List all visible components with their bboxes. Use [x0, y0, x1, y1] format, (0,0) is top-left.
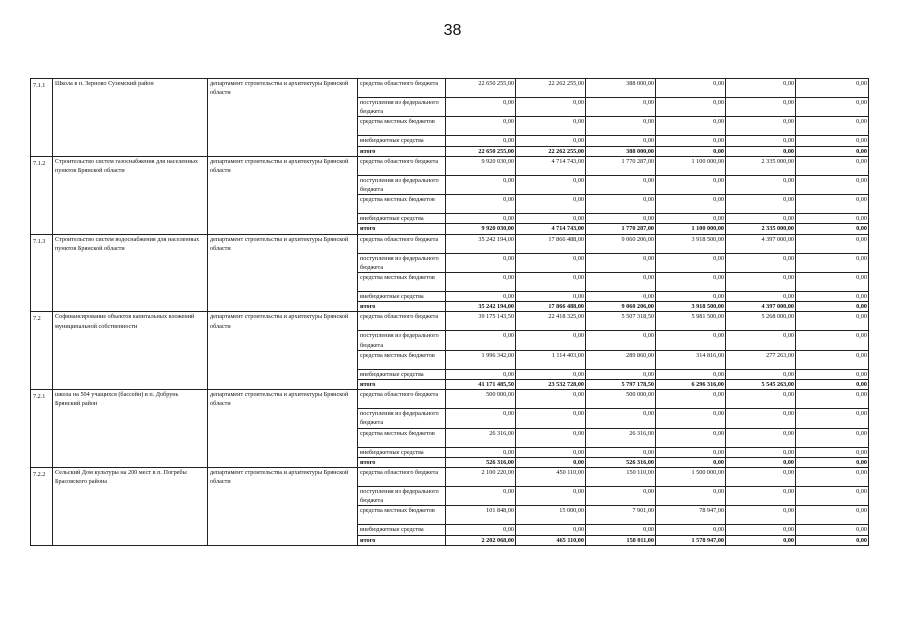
amount-cell: 0,00	[796, 253, 869, 272]
funding-source-label: средства областного бюджета	[358, 312, 446, 331]
amount-cell: 0,00	[516, 195, 586, 214]
section-name: Софинансирование объектов капитальных вложений муниципальной собственности	[53, 312, 208, 390]
section-code: 7.2.1	[31, 390, 53, 468]
section-code: 7.1.1	[31, 79, 53, 157]
amount-cell: 0,00	[796, 447, 869, 457]
amount-cell: 1 100 000,00	[656, 156, 726, 175]
table-row	[31, 156, 869, 175]
section-organization: департамент строительства и архитектуры Брянской области	[208, 468, 358, 546]
amount-cell: 158 011,00	[586, 535, 656, 545]
amount-cell: 0,00	[726, 146, 796, 156]
amount-cell: 0,00	[796, 156, 869, 175]
amount-cell: 1 500 000,00	[656, 468, 726, 487]
amount-cell: 0,00	[796, 369, 869, 379]
amount-cell: 0,00	[726, 506, 796, 525]
amount-cell: 9 060 206,00	[586, 234, 656, 253]
amount-cell: 0,00	[516, 98, 586, 117]
funding-source-label: средства местных бюджетов	[358, 506, 446, 525]
amount-cell: 4 714 743,00	[516, 156, 586, 175]
amount-cell: 0,00	[516, 525, 586, 535]
amount-cell: 0,00	[726, 117, 796, 136]
amount-cell: 0,00	[796, 136, 869, 146]
amount-cell: 39 175 143,50	[446, 312, 516, 331]
amount-cell: 0,00	[796, 487, 869, 506]
funding-source-label: внебюджетные средства	[358, 214, 446, 224]
section-code: 7.1.3	[31, 234, 53, 312]
amount-cell: 35 242 194,00	[446, 302, 516, 312]
amount-cell: 4 714 743,00	[516, 224, 586, 234]
funding-source-label: внебюджетные средства	[358, 447, 446, 457]
section-organization: департамент строительства и архитектуры Брянской области	[208, 390, 358, 468]
amount-cell: 0,00	[796, 224, 869, 234]
funding-source-label: итого	[358, 146, 446, 156]
amount-cell: 0,00	[726, 195, 796, 214]
funding-source-label: поступления из федерального бюджета	[358, 487, 446, 506]
amount-cell: 1 770 287,00	[586, 156, 656, 175]
amount-cell: 0,00	[796, 525, 869, 535]
amount-cell: 0,00	[586, 447, 656, 457]
amount-cell: 22 262 255,00	[516, 79, 586, 98]
amount-cell: 0,00	[516, 369, 586, 379]
amount-cell: 0,00	[516, 409, 586, 428]
table-row	[31, 468, 869, 487]
amount-cell: 5 507 318,50	[586, 312, 656, 331]
amount-cell: 0,00	[656, 98, 726, 117]
amount-cell: 0,00	[726, 214, 796, 224]
amount-cell: 0,00	[656, 331, 726, 350]
amount-cell: 0,00	[516, 390, 586, 409]
amount-cell: 0,00	[726, 175, 796, 194]
funding-source-label: итого	[358, 457, 446, 467]
amount-cell: 0,00	[726, 535, 796, 545]
amount-cell: 150 110,00	[586, 468, 656, 487]
amount-cell: 0,00	[446, 369, 516, 379]
amount-cell: 0,00	[726, 136, 796, 146]
funding-source-label: средства местных бюджетов	[358, 428, 446, 447]
amount-cell: 0,00	[726, 409, 796, 428]
amount-cell: 7 901,00	[586, 506, 656, 525]
amount-cell: 78 947,00	[656, 506, 726, 525]
amount-cell: 22 418 325,00	[516, 312, 586, 331]
amount-cell: 0,00	[656, 369, 726, 379]
amount-cell: 5 268 000,00	[726, 312, 796, 331]
funding-source-label: внебюджетные средства	[358, 525, 446, 535]
funding-source-label: средства областного бюджета	[358, 156, 446, 175]
amount-cell: 0,00	[656, 146, 726, 156]
amount-cell: 0,00	[656, 253, 726, 272]
amount-cell: 0,00	[446, 253, 516, 272]
amount-cell: 0,00	[796, 79, 869, 98]
amount-cell: 0,00	[796, 380, 869, 390]
amount-cell: 1 114 403,00	[516, 350, 586, 369]
amount-cell: 0,00	[446, 409, 516, 428]
amount-cell: 0,00	[796, 312, 869, 331]
amount-cell: 0,00	[446, 175, 516, 194]
section-organization: департамент строительства и архитектуры Брянской области	[208, 234, 358, 312]
amount-cell: 2 202 068,00	[446, 535, 516, 545]
amount-cell: 314 816,00	[656, 350, 726, 369]
section-name: Сельский Дом культуры на 200 мест в п. Погребы Брасовского района	[53, 468, 208, 546]
amount-cell: 0,00	[656, 136, 726, 146]
amount-cell: 0,00	[656, 487, 726, 506]
amount-cell: 9 920 030,00	[446, 224, 516, 234]
amount-cell: 0,00	[446, 273, 516, 292]
amount-cell: 0,00	[586, 136, 656, 146]
amount-cell: 0,00	[656, 390, 726, 409]
amount-cell: 0,00	[586, 98, 656, 117]
amount-cell: 0,00	[796, 214, 869, 224]
section-organization: департамент строительства и архитектуры Брянской области	[208, 79, 358, 157]
amount-cell: 0,00	[516, 292, 586, 302]
amount-cell: 0,00	[586, 525, 656, 535]
amount-cell: 0,00	[726, 331, 796, 350]
amount-cell: 0,00	[516, 428, 586, 447]
page-number: 38	[443, 22, 462, 39]
amount-cell: 0,00	[726, 369, 796, 379]
amount-cell: 1 770 287,00	[586, 224, 656, 234]
amount-cell: 0,00	[586, 331, 656, 350]
amount-cell: 0,00	[656, 447, 726, 457]
amount-cell: 0,00	[796, 428, 869, 447]
section-name: Строительство систем газоснабжения для населенных пунктов Брянской области	[53, 156, 208, 234]
amount-cell: 15 000,00	[516, 506, 586, 525]
amount-cell: 0,00	[656, 273, 726, 292]
amount-cell: 0,00	[446, 214, 516, 224]
amount-cell: 2 335 000,00	[726, 156, 796, 175]
funding-source-label: итого	[358, 224, 446, 234]
amount-cell: 0,00	[796, 117, 869, 136]
amount-cell: 5 981 500,00	[656, 312, 726, 331]
budget-table-body	[31, 79, 869, 546]
budget-table	[30, 78, 869, 546]
amount-cell: 0,00	[796, 292, 869, 302]
amount-cell: 0,00	[586, 369, 656, 379]
amount-cell: 0,00	[796, 98, 869, 117]
amount-cell: 500 000,00	[446, 390, 516, 409]
amount-cell: 101 848,00	[446, 506, 516, 525]
amount-cell: 2 335 000,00	[726, 224, 796, 234]
funding-source-label: средства местных бюджетов	[358, 117, 446, 136]
amount-cell: 2 100 220,00	[446, 468, 516, 487]
amount-cell: 0,00	[726, 79, 796, 98]
amount-cell: 0,00	[586, 195, 656, 214]
amount-cell: 0,00	[446, 331, 516, 350]
amount-cell: 22 650 255,00	[446, 146, 516, 156]
amount-cell: 0,00	[516, 331, 586, 350]
amount-cell: 0,00	[446, 136, 516, 146]
funding-source-label: средства областного бюджета	[358, 390, 446, 409]
amount-cell: 0,00	[516, 273, 586, 292]
section-name: школа на 504 учащихся (бассейн) в п. Добрунь Брянский район	[53, 390, 208, 468]
amount-cell: 450 110,00	[516, 468, 586, 487]
funding-source-label: итого	[358, 302, 446, 312]
amount-cell: 0,00	[446, 292, 516, 302]
amount-cell: 0,00	[446, 525, 516, 535]
amount-cell: 465 110,00	[516, 535, 586, 545]
funding-source-label: средства областного бюджета	[358, 79, 446, 98]
amount-cell: 1 100 000,00	[656, 224, 726, 234]
amount-cell: 0,00	[796, 506, 869, 525]
table-row	[31, 79, 869, 98]
amount-cell: 0,00	[796, 535, 869, 545]
amount-cell: 0,00	[726, 292, 796, 302]
amount-cell: 23 532 728,00	[516, 380, 586, 390]
amount-cell: 0,00	[726, 390, 796, 409]
amount-cell: 0,00	[796, 175, 869, 194]
amount-cell: 0,00	[656, 292, 726, 302]
amount-cell: 0,00	[726, 487, 796, 506]
table-row	[31, 312, 869, 331]
section-name: Строительство систем водоснабжения для населенных пунктов Брянской области	[53, 234, 208, 312]
amount-cell: 0,00	[446, 195, 516, 214]
amount-cell: 0,00	[656, 214, 726, 224]
amount-cell: 0,00	[656, 457, 726, 467]
amount-cell: 0,00	[446, 98, 516, 117]
funding-source-label: внебюджетные средства	[358, 292, 446, 302]
amount-cell: 0,00	[796, 390, 869, 409]
funding-source-label: внебюджетные средства	[358, 136, 446, 146]
amount-cell: 0,00	[726, 253, 796, 272]
amount-cell: 0,00	[516, 487, 586, 506]
funding-source-label: поступления из федерального бюджета	[358, 331, 446, 350]
amount-cell: 0,00	[726, 98, 796, 117]
amount-cell: 0,00	[796, 146, 869, 156]
amount-cell: 0,00	[586, 292, 656, 302]
table-row	[31, 234, 869, 253]
amount-cell: 6 296 316,00	[656, 380, 726, 390]
amount-cell: 5 545 263,00	[726, 380, 796, 390]
amount-cell: 0,00	[586, 253, 656, 272]
amount-cell: 0,00	[656, 175, 726, 194]
amount-cell: 0,00	[586, 117, 656, 136]
section-name: Школа в п. Зерново Суземский район	[53, 79, 208, 157]
amount-cell: 17 866 488,00	[516, 234, 586, 253]
amount-cell: 388 000,00	[586, 146, 656, 156]
amount-cell: 0,00	[586, 175, 656, 194]
amount-cell: 0,00	[796, 457, 869, 467]
amount-cell: 0,00	[656, 525, 726, 535]
amount-cell: 0,00	[656, 79, 726, 98]
amount-cell: 0,00	[516, 253, 586, 272]
funding-source-label: поступления из федерального бюджета	[358, 98, 446, 117]
amount-cell: 1 996 342,00	[446, 350, 516, 369]
funding-source-label: поступления из федерального бюджета	[358, 253, 446, 272]
amount-cell: 0,00	[726, 457, 796, 467]
funding-source-label: поступления из федерального бюджета	[358, 175, 446, 194]
amount-cell: 0,00	[726, 468, 796, 487]
amount-cell: 500 000,00	[586, 390, 656, 409]
amount-cell: 0,00	[796, 331, 869, 350]
amount-cell: 3 918 500,00	[656, 302, 726, 312]
funding-source-label: внебюджетные средства	[358, 369, 446, 379]
amount-cell: 0,00	[796, 350, 869, 369]
amount-cell: 0,00	[516, 447, 586, 457]
funding-source-label: средства местных бюджетов	[358, 350, 446, 369]
funding-source-label: средства областного бюджета	[358, 468, 446, 487]
amount-cell: 0,00	[796, 234, 869, 253]
amount-cell: 526 316,00	[446, 457, 516, 467]
amount-cell: 0,00	[726, 273, 796, 292]
amount-cell: 0,00	[726, 447, 796, 457]
funding-source-label: итого	[358, 380, 446, 390]
amount-cell: 289 860,00	[586, 350, 656, 369]
amount-cell: 22 262 255,00	[516, 146, 586, 156]
amount-cell: 4 397 000,00	[726, 302, 796, 312]
amount-cell: 0,00	[586, 214, 656, 224]
funding-source-label: средства местных бюджетов	[358, 273, 446, 292]
section-organization: департамент строительства и архитектуры Брянской области	[208, 312, 358, 390]
amount-cell: 0,00	[446, 117, 516, 136]
amount-cell: 5 797 178,50	[586, 380, 656, 390]
amount-cell: 1 578 947,00	[656, 535, 726, 545]
funding-source-label: итого	[358, 535, 446, 545]
funding-source-label: средства областного бюджета	[358, 234, 446, 253]
amount-cell: 0,00	[516, 214, 586, 224]
funding-source-label: поступления из федерального бюджета	[358, 409, 446, 428]
amount-cell: 9 060 206,00	[586, 302, 656, 312]
amount-cell: 0,00	[656, 195, 726, 214]
amount-cell: 0,00	[796, 302, 869, 312]
amount-cell: 3 918 500,00	[656, 234, 726, 253]
amount-cell: 0,00	[726, 428, 796, 447]
section-code: 7.2	[31, 312, 53, 390]
amount-cell: 4 397 000,00	[726, 234, 796, 253]
amount-cell: 0,00	[516, 136, 586, 146]
section-organization: департамент строительства и архитектуры Брянской области	[208, 156, 358, 234]
amount-cell: 22 650 255,00	[446, 79, 516, 98]
amount-cell: 0,00	[796, 195, 869, 214]
amount-cell: 0,00	[656, 409, 726, 428]
amount-cell: 526 316,00	[586, 457, 656, 467]
amount-cell: 9 920 030,00	[446, 156, 516, 175]
amount-cell: 277 263,00	[726, 350, 796, 369]
amount-cell: 388 000,00	[586, 79, 656, 98]
amount-cell: 17 866 488,00	[516, 302, 586, 312]
section-code: 7.2.2	[31, 468, 53, 546]
amount-cell: 35 242 194,00	[446, 234, 516, 253]
amount-cell: 0,00	[796, 273, 869, 292]
amount-cell: 26 316,00	[586, 428, 656, 447]
section-code: 7.1.2	[31, 156, 53, 234]
table-row	[31, 390, 869, 409]
amount-cell: 0,00	[516, 175, 586, 194]
amount-cell: 41 171 485,50	[446, 380, 516, 390]
amount-cell: 0,00	[796, 409, 869, 428]
amount-cell: 0,00	[586, 273, 656, 292]
amount-cell: 0,00	[796, 468, 869, 487]
amount-cell: 0,00	[516, 457, 586, 467]
amount-cell: 0,00	[656, 117, 726, 136]
amount-cell: 0,00	[446, 487, 516, 506]
amount-cell: 0,00	[586, 409, 656, 428]
amount-cell: 26 316,00	[446, 428, 516, 447]
amount-cell: 0,00	[446, 447, 516, 457]
amount-cell: 0,00	[516, 117, 586, 136]
amount-cell: 0,00	[586, 487, 656, 506]
amount-cell: 0,00	[656, 428, 726, 447]
funding-source-label: средства местных бюджетов	[358, 195, 446, 214]
amount-cell: 0,00	[726, 525, 796, 535]
